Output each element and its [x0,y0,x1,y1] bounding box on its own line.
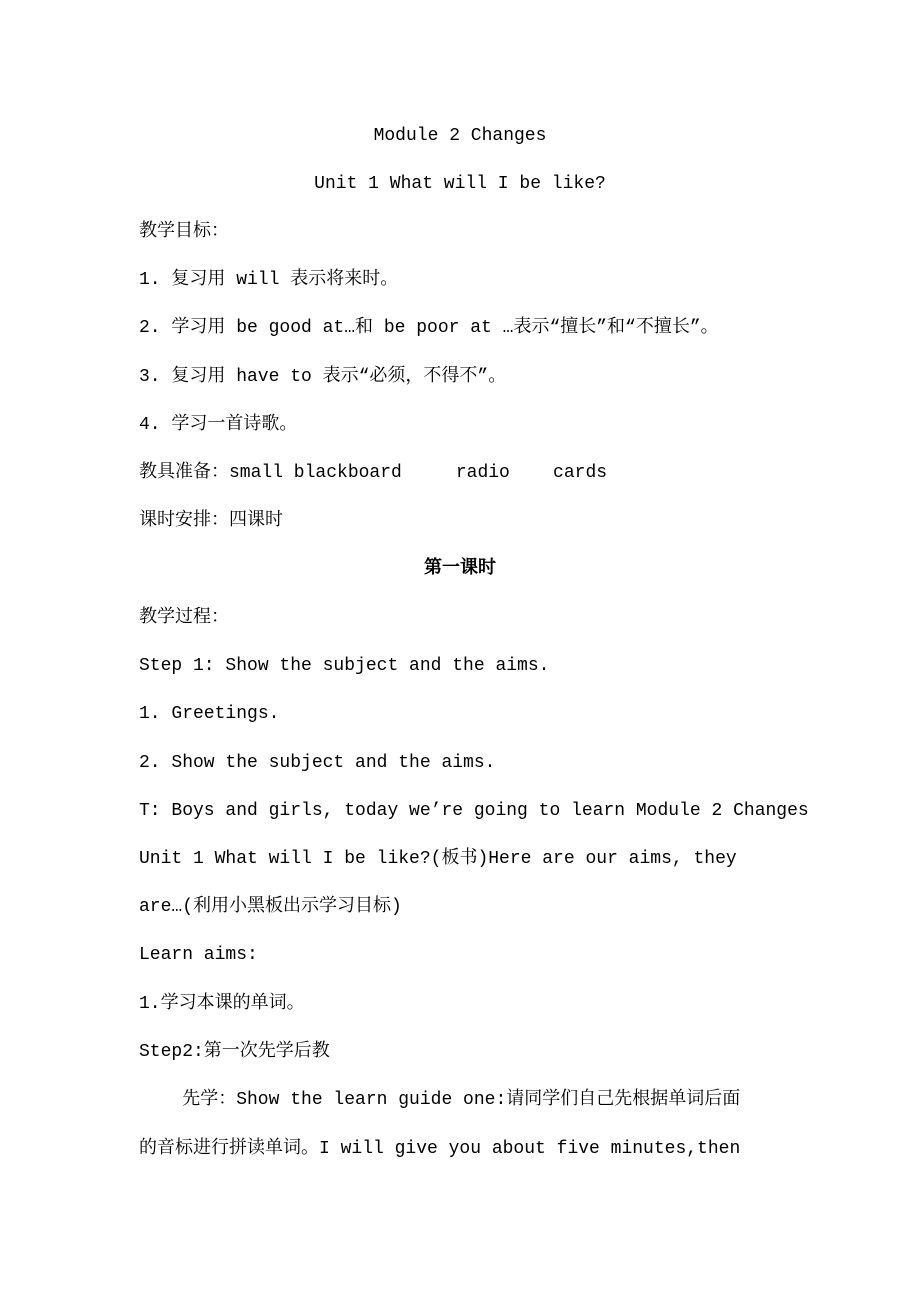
body-line: 1.学习本课的单词。 [139,994,305,1014]
body-line: Step 1: Show the subject and the aims. [139,656,550,676]
body-line: 2. Show the subject and the aims. [139,753,496,773]
body-line: 1. Greetings. [139,704,280,724]
lesson-schedule: 课时安排：四课时 [139,511,283,531]
body-line: 教学过程： [139,608,229,628]
body-line: Learn aims: [139,945,258,965]
objective-item: 2. 学习用 be good at…和 be poor at …表示“擅长”和“不擅长”。 [139,318,719,338]
document-title: Module 2 Changes [373,126,547,146]
objective-item: 1. 复习用 will 表示将来时。 [139,270,399,290]
objective-item: 4. 学习一首诗歌。 [139,415,298,435]
body-line: are…(利用小黑板出示学习目标) [139,897,402,917]
body-line: 先学：Show the learn guide one:请同学们自己先根据单词后面 [139,1090,741,1110]
objectives-heading: 教学目标： [139,222,229,242]
teaching-aids: 教具准备：small blackboard radio cards [139,463,608,483]
body-line: Unit 1 What will I be like?(板书)Here are our aims, they [139,849,737,869]
section-heading: 第一课时 [424,559,496,579]
body-line: T: Boys and girls, today we’re going to learn Module 2 Changes [139,801,809,821]
body-line: 的音标进行拼读单词。I will give you about five minutes,then [139,1139,741,1159]
body-line: Step2:第一次先学后教 [139,1042,330,1062]
document-subtitle: Unit 1 What will I be like? [314,174,606,194]
objective-item: 3. 复习用 have to 表示“必须，不得不”。 [139,367,507,387]
